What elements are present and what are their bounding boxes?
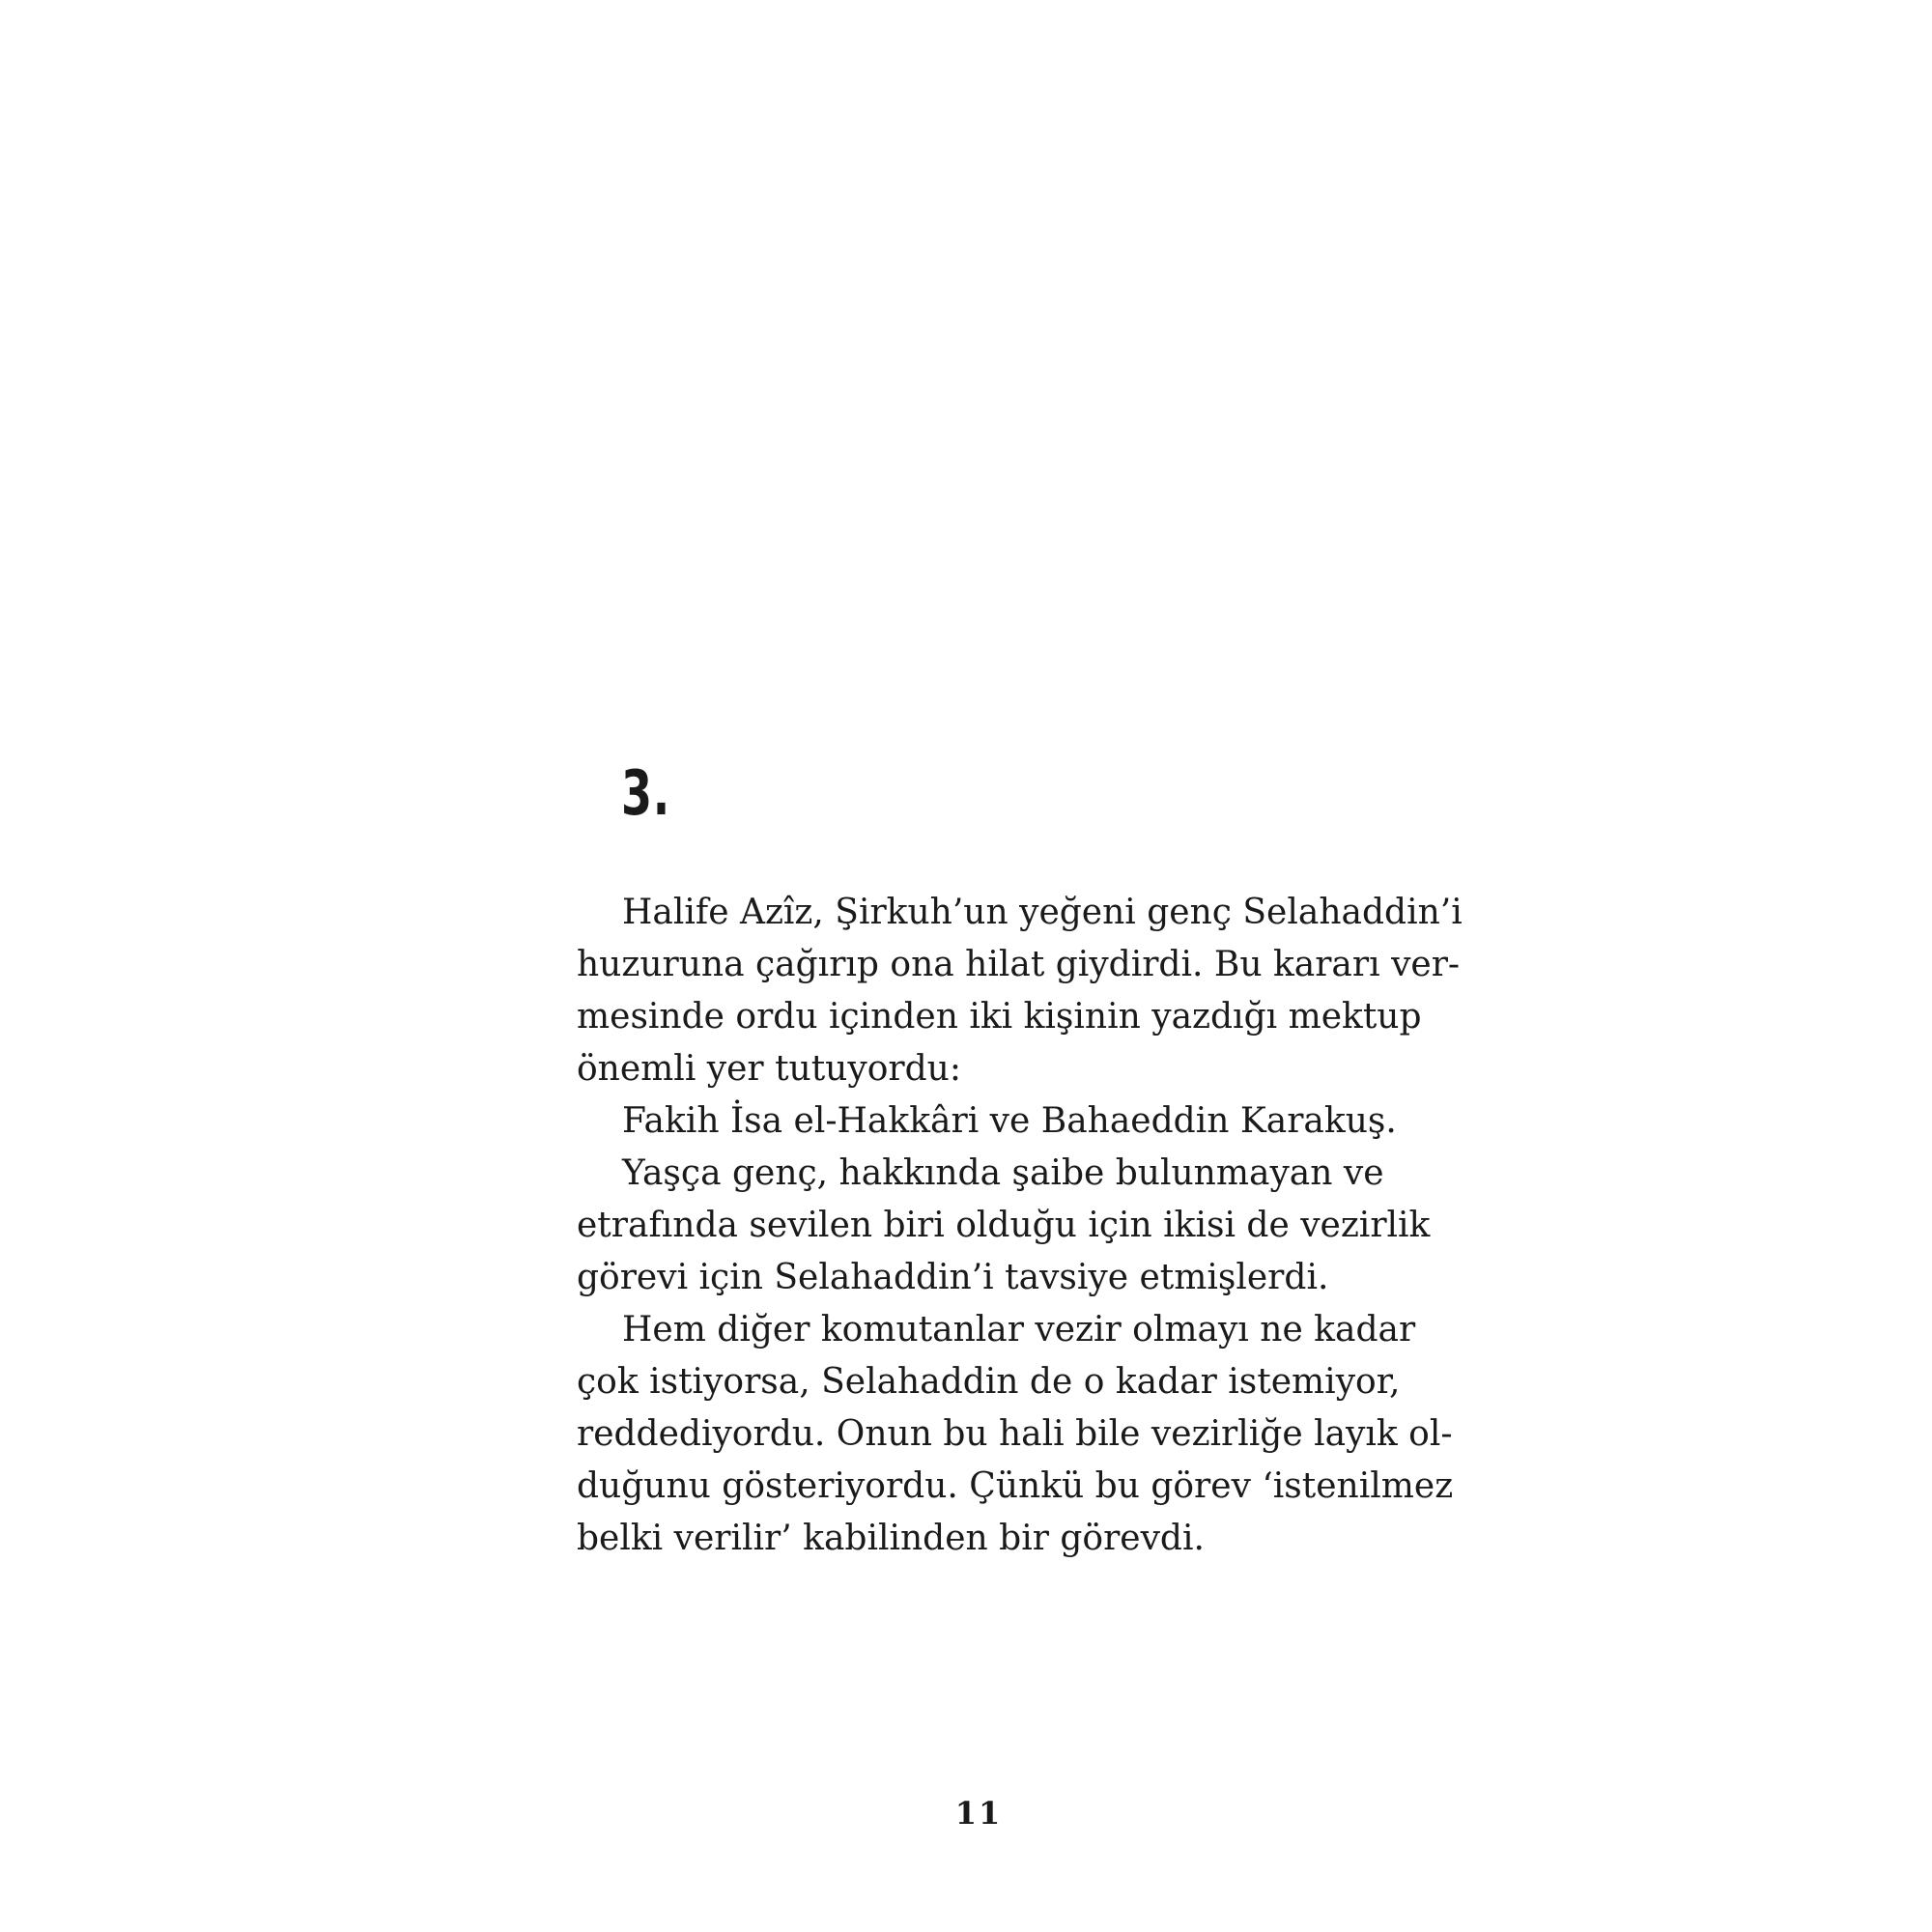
text-line: reddediyordu. Onun bu hali bile vezirliğe layık ol- xyxy=(577,1414,1453,1454)
page-number: 11 xyxy=(954,1795,1003,1832)
text-line: Fakih İsa el-Hakkâri ve Bahaeddin Karakuş. xyxy=(622,1101,1397,1141)
text-line: duğunu gösteriyordu. Çünkü bu görev ‘istenilmez xyxy=(577,1466,1454,1506)
text-line: belki verilir’ kabilinden bir görevdi. xyxy=(577,1519,1205,1558)
text-line: Yaşça genç, hakkında şaibe bulunmayan ve xyxy=(622,1153,1384,1193)
text-line: mesinde ordu içinden iki kişinin yazdığı mektup xyxy=(577,997,1422,1037)
text-line: huzuruna çağırıp ona hilat giydirdi. Bu kararı ver- xyxy=(577,945,1461,984)
text-line: önemli yer tutuyordu: xyxy=(577,1049,961,1089)
text-line: Halife Azîz, Şirkuh’un yeğeni genç Selahaddin’i xyxy=(622,893,1463,932)
chapter-number: 3. xyxy=(621,758,671,830)
text-line: görevi için Selahaddin’i tavsiye etmişlerdi. xyxy=(577,1258,1329,1297)
text-line: Hem diğer komutanlar vezir olmayı ne kadar xyxy=(622,1310,1416,1350)
text-line: çok istiyorsa, Selahaddin de o kadar istemiyor, xyxy=(577,1362,1401,1402)
text-line: etrafında sevilen biri olduğu için ikisi de vezirlik xyxy=(577,1206,1431,1245)
body-text xyxy=(577,887,1463,1565)
